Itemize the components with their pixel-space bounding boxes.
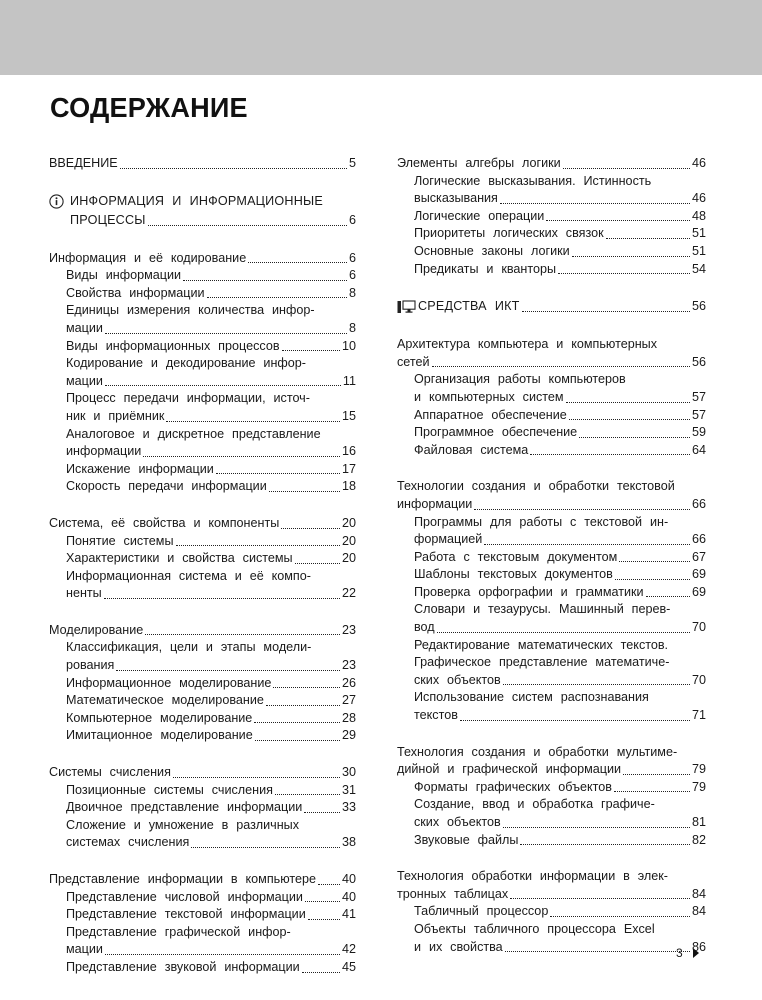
toc-entry-title: Представление текстовой информации: [66, 907, 306, 922]
toc-entry-title: Математическое моделирование: [66, 693, 264, 708]
toc-page-number: 27: [341, 693, 356, 708]
dot-leader: [282, 350, 340, 351]
toc-entry-title: Аналоговое и дискретное представление: [66, 426, 321, 441]
dot-leader: [105, 333, 347, 334]
dot-leader: [308, 919, 340, 920]
toc-entry-continued: [397, 921, 706, 939]
toc-page-number: 57: [691, 389, 706, 404]
toc-page-number: 23: [341, 622, 356, 637]
dot-leader: [105, 954, 340, 955]
dot-leader: [281, 528, 340, 529]
toc-entry[interactable]: [49, 338, 356, 356]
toc-section: [49, 250, 356, 496]
dot-leader: [505, 951, 690, 952]
toc-page-number: 70: [691, 672, 706, 687]
toc-entry-title: Понятие системы: [66, 533, 174, 548]
toc-entry[interactable]: [49, 515, 356, 533]
toc-page-number: 84: [691, 904, 706, 919]
toc-page-number: 64: [691, 442, 706, 457]
toc-entry-title: и их свойства: [414, 939, 503, 954]
dot-leader: [558, 273, 690, 274]
toc-entry-title: Позиционные системы счисления: [66, 782, 273, 797]
next-page-arrow-icon[interactable]: [693, 948, 699, 958]
dot-leader: [474, 509, 690, 510]
dot-leader: [176, 545, 340, 546]
toc-entry-continued: [397, 654, 706, 672]
toc-part-heading: [397, 297, 706, 316]
toc-entry-title: Использование систем распознавания: [414, 690, 649, 705]
dot-leader: [116, 670, 340, 671]
toc-entry[interactable]: [49, 155, 356, 173]
toc-page-number: 46: [691, 156, 706, 170]
toc-entry[interactable]: [49, 585, 356, 603]
toc-entry[interactable]: [49, 550, 356, 568]
dot-leader: [183, 280, 347, 281]
toc-entry[interactable]: [397, 566, 706, 584]
toc-section: [397, 868, 706, 956]
toc-page-number: 71: [691, 708, 706, 723]
toc-page-number: 70: [691, 620, 706, 635]
toc-entry-title: Создание, ввод и обработка графиче-: [414, 797, 655, 812]
toc-page-number: 20: [341, 533, 356, 548]
toc-entry-title: СРЕДСТВА ИКТ: [418, 299, 520, 314]
dot-leader: [484, 544, 690, 545]
page-title: СОДЕРЖАНИЕ: [50, 92, 248, 123]
toc-part-heading: [49, 192, 356, 230]
toc-page-number: 48: [691, 208, 706, 223]
toc-section: [397, 478, 706, 724]
toc-entry-continued: [49, 355, 356, 373]
dot-leader: [216, 473, 340, 474]
toc-entry-title: информации: [397, 496, 473, 511]
toc-entry-continued: [397, 637, 706, 655]
toc-page-number: 42: [341, 942, 356, 957]
dot-leader: [572, 256, 690, 257]
toc-entry[interactable]: [49, 889, 356, 907]
toc-entry-title: Скорость передачи информации: [66, 479, 267, 494]
toc-entry-title: Представление графической инфор-: [66, 924, 291, 939]
toc-section: [397, 155, 706, 278]
toc-entry-title: формацией: [414, 532, 483, 547]
dot-leader: [266, 705, 340, 706]
toc-entry[interactable]: [397, 354, 706, 372]
toc-entry-title: Элементы алгебры логики: [397, 156, 561, 170]
toc-entry[interactable]: [397, 208, 706, 226]
toc-page-number: 66: [691, 532, 706, 547]
toc-entry[interactable]: [397, 886, 706, 904]
toc-entry-title: Аппаратное обеспечение: [414, 407, 567, 422]
toc-entry-title: текстов: [414, 708, 458, 723]
toc-entry[interactable]: [49, 727, 356, 745]
toc-entry[interactable]: [397, 903, 706, 921]
dot-leader: [550, 916, 690, 917]
dot-leader: [255, 740, 340, 741]
toc-entry[interactable]: [49, 373, 356, 391]
dot-leader: [304, 812, 340, 813]
toc-page-number: 33: [341, 800, 356, 815]
toc-page-number: 56: [691, 354, 706, 369]
toc-entry-continued: [397, 514, 706, 532]
toc-page-number: 51: [691, 226, 706, 241]
dot-leader: [248, 262, 347, 263]
toc-page-number: 11: [342, 373, 356, 388]
toc-entry-title: Организация работы компьютеров: [414, 372, 626, 387]
toc-entry-title: Технология создания и обработки мультиме-: [397, 744, 678, 759]
toc-entry[interactable]: [397, 225, 706, 243]
toc-entry[interactable]: [49, 267, 356, 285]
toc-entry[interactable]: [397, 261, 706, 279]
toc-entry[interactable]: [49, 959, 356, 977]
toc-entry-title: Представление числовой информации: [66, 889, 303, 904]
toc-entry-title: Программное обеспечение: [414, 425, 578, 440]
toc-entry[interactable]: [397, 496, 706, 514]
toc-entry[interactable]: [397, 814, 706, 832]
dot-leader: [318, 884, 340, 885]
dot-leader: [522, 311, 690, 312]
toc-entry[interactable]: [397, 939, 706, 957]
toc-entry-continued: [397, 371, 706, 389]
toc-entry-title: Работа с текстовым документом: [414, 549, 618, 564]
dot-leader: [120, 168, 347, 169]
toc-entry[interactable]: [397, 707, 706, 725]
dot-leader: [623, 774, 690, 775]
dot-leader: [579, 437, 690, 438]
toc-page-number: 6: [348, 268, 356, 283]
toc-entry[interactable]: [70, 211, 356, 230]
dot-leader: [295, 563, 340, 564]
dot-leader: [104, 598, 340, 599]
toc-entry-title: сетей: [397, 354, 430, 369]
toc-entry-title: Представление звуковой информации: [66, 959, 300, 974]
toc-section: [49, 515, 356, 603]
toc-page-number: 51: [691, 243, 706, 258]
toc-entry-title: Характеристики и свойства системы: [66, 551, 293, 566]
toc-entry[interactable]: [397, 584, 706, 602]
toc-entry-title: Искажение информации: [66, 461, 214, 476]
toc-entry[interactable]: [49, 320, 356, 338]
toc-entry[interactable]: [49, 622, 356, 640]
toc-entry-title: мации: [66, 320, 103, 335]
toc-entry-title: Виды информации: [66, 268, 182, 283]
toc-entry[interactable]: [397, 761, 706, 779]
toc-entry[interactable]: [49, 799, 356, 817]
toc-page-number: 66: [691, 496, 706, 511]
dot-leader: [569, 419, 690, 420]
toc-entry-title: Приоритеты логических связок: [414, 226, 604, 241]
toc-entry-title: Программы для работы с текстовой ин-: [414, 514, 669, 529]
page-number: 3: [676, 946, 683, 960]
toc-page-number: 22: [341, 586, 356, 601]
dot-leader: [646, 596, 690, 597]
toc-entry[interactable]: [49, 692, 356, 710]
toc-entry[interactable]: [397, 190, 706, 208]
toc-entry-title: ПРОЦЕССЫ: [70, 212, 146, 227]
toc-entry-title: Имитационное моделирование: [66, 728, 253, 743]
toc-entry-title: Технология обработки информации в элек-: [397, 869, 668, 884]
toc-section: [49, 871, 356, 977]
toc-page-number: 82: [691, 832, 706, 847]
toc-entry[interactable]: [397, 832, 706, 850]
toc-entry[interactable]: [49, 906, 356, 924]
dot-leader: [510, 898, 690, 899]
toc-entry-title: Информационная система и её компо-: [66, 568, 311, 583]
toc-entry-continued: [49, 426, 356, 444]
toc-right-column: [397, 155, 706, 975]
toc-entry[interactable]: [49, 533, 356, 551]
toc-entry-title: Форматы графических объектов: [414, 779, 612, 794]
info-icon: [49, 192, 70, 211]
toc-entry[interactable]: [49, 764, 356, 782]
toc-entry[interactable]: [397, 243, 706, 261]
dot-leader: [269, 491, 340, 492]
toc-section: [49, 622, 356, 745]
toc-entry[interactable]: [49, 782, 356, 800]
dot-leader: [173, 777, 340, 778]
toc-entry-title: Кодирование и декодирование инфор-: [66, 356, 306, 371]
toc-entry[interactable]: [397, 442, 706, 460]
toc-page-number: 46: [691, 191, 706, 206]
toc-entry-title: Система, её свойства и компоненты: [49, 515, 280, 530]
toc-entry[interactable]: [49, 250, 356, 268]
toc-page-number: 6: [348, 212, 356, 227]
toc-page-number: 69: [691, 567, 706, 582]
toc-page-number: 23: [341, 658, 356, 673]
toc-entry[interactable]: [397, 779, 706, 797]
dot-leader: [432, 366, 690, 367]
toc-entry-title: Табличный процессор: [414, 904, 549, 919]
toc-entry-title: Единицы измерения количества инфор-: [66, 303, 315, 318]
dot-leader: [530, 454, 690, 455]
toc-entry-title: Моделирование: [49, 622, 144, 637]
toc-entry-continued: [397, 689, 706, 707]
toc-entry-title: ник и приёмник: [66, 408, 165, 423]
toc-page-number: 56: [691, 299, 706, 314]
toc-entry-title: высказывания: [414, 191, 498, 206]
header-band: [0, 0, 762, 75]
toc-page-number: 15: [341, 408, 356, 423]
toc-entry-title: Представление информации в компьютере: [49, 872, 317, 886]
toc-entry-title: Архитектура компьютера и компьютерных: [397, 337, 658, 352]
toc-entry-title: Словари и тезаурусы. Машинный перев-: [414, 602, 671, 617]
toc-left-column: [49, 155, 356, 996]
toc-page-number: 81: [691, 815, 706, 829]
toc-entry-title: Свойства информации: [66, 285, 205, 300]
toc-entry-title: Виды информационных процессов: [66, 338, 280, 353]
toc-page-number: 6: [348, 250, 356, 265]
toc-page-number: 8: [348, 285, 356, 300]
toc-entry-title: Файловая система: [414, 442, 529, 457]
toc-entry[interactable]: [397, 155, 706, 173]
dot-leader: [503, 827, 690, 828]
toc-page-number: 40: [341, 889, 356, 904]
toc-entry-continued: [49, 568, 356, 586]
toc-section: [397, 336, 706, 459]
toc-page-number: 57: [691, 407, 706, 422]
toc-page-number: 17: [341, 461, 356, 476]
toc-entry-continued: [49, 390, 356, 408]
toc-section: [397, 744, 706, 850]
toc-entry-title: Шаблоны текстовых документов: [414, 567, 613, 582]
toc-entry-continued: [397, 868, 706, 886]
toc-entry-title: ских объектов: [414, 672, 501, 687]
toc-entry-title: тронных таблицах: [397, 886, 509, 901]
toc-page-number: 20: [341, 551, 356, 566]
dot-leader: [302, 972, 340, 973]
dot-leader: [500, 203, 690, 204]
toc-entry[interactable]: [397, 407, 706, 425]
toc-entry-title: Сложение и умножение в различных: [66, 817, 300, 832]
toc-entry-continued: [397, 336, 706, 354]
toc-page-number: 86: [691, 939, 706, 954]
dot-leader: [191, 847, 340, 848]
toc-page-number: 69: [691, 584, 706, 599]
dot-leader: [520, 844, 690, 845]
toc-entry-title: Компьютерное моделирование: [66, 710, 253, 725]
toc-page-number: 59: [691, 425, 706, 440]
toc-entry[interactable]: [397, 672, 706, 690]
dot-leader: [503, 684, 690, 685]
toc-page-number: 20: [341, 515, 356, 530]
toc-page-number: 18: [341, 479, 356, 494]
toc-entry-title: Системы счисления: [49, 765, 171, 780]
dot-leader: [563, 168, 690, 169]
toc-entry[interactable]: [49, 408, 356, 426]
toc-entry-continued: [397, 796, 706, 814]
toc-entry-title: Процесс передачи информации, источ-: [66, 391, 310, 406]
dot-leader: [148, 225, 347, 226]
toc-entry-title: Двоичное представление информации: [66, 800, 303, 815]
dot-leader: [254, 722, 340, 723]
toc-entry-continued: [397, 744, 706, 762]
toc-entry-continued: [397, 601, 706, 619]
toc-entry-title: Редактирование математических текстов.: [414, 637, 669, 652]
toc-entry-title: Объекты табличного процессора Excel: [414, 921, 655, 936]
toc-page-number: 54: [691, 261, 706, 276]
dot-leader: [460, 720, 690, 721]
toc-entry[interactable]: [49, 834, 356, 852]
toc-page-number: 16: [341, 444, 356, 459]
dot-leader: [273, 687, 340, 688]
toc-page-number: 8: [348, 320, 356, 335]
toc-entry-title: ских объектов: [414, 815, 501, 829]
toc-page-number: 79: [691, 779, 706, 794]
toc-entry[interactable]: [418, 297, 706, 316]
toc-entry-title: ВВЕДЕНИЕ: [49, 156, 118, 170]
toc-page-number: 26: [341, 675, 356, 690]
toc-page-number: 79: [691, 762, 706, 777]
toc-entry[interactable]: [49, 461, 356, 479]
toc-entry-continued: [49, 302, 356, 320]
toc-section: [49, 155, 356, 173]
toc-entry-continued: [70, 192, 356, 211]
toc-entry[interactable]: [49, 443, 356, 461]
toc-entry-title: Информационное моделирование: [66, 675, 272, 690]
toc-page-number: 41: [341, 907, 356, 922]
toc-entry[interactable]: [397, 549, 706, 567]
toc-entry-title: Графическое представление математиче-: [414, 655, 670, 670]
toc-entry-title: Информация и её кодирование: [49, 250, 247, 265]
dot-leader: [275, 794, 340, 795]
toc-page-number: 29: [341, 728, 356, 743]
toc-entry-title: мации: [66, 942, 103, 957]
toc-entry-title: Логические операции: [414, 208, 545, 223]
toc-entry-title: Технологии создания и обработки текстовой: [397, 479, 675, 494]
toc-entry[interactable]: [49, 478, 356, 496]
toc-page-number: 67: [691, 549, 706, 564]
toc-entry-continued: [49, 639, 356, 657]
toc-entry[interactable]: [397, 389, 706, 407]
toc-entry[interactable]: [397, 424, 706, 442]
toc-entry-title: ИНФОРМАЦИЯ И ИНФОРМАЦИОННЫЕ: [70, 193, 323, 208]
toc-entry-title: Основные законы логики: [414, 243, 570, 258]
toc-page-number: 30: [341, 765, 356, 780]
toc-entry[interactable]: [397, 531, 706, 549]
dot-leader: [143, 456, 340, 457]
dot-leader: [619, 561, 690, 562]
toc-entry-title: системах счисления: [66, 835, 190, 850]
page-footer: [676, 946, 699, 960]
computer-icon: [397, 297, 418, 316]
toc-page-number: 31: [341, 782, 356, 797]
toc-entry[interactable]: [49, 871, 356, 889]
toc-entry-continued: [397, 173, 706, 191]
toc-entry-title: Проверка орфографии и грамматики: [414, 584, 644, 599]
dot-leader: [105, 385, 341, 386]
toc-page-number: 10: [341, 338, 356, 353]
toc-entry-continued: [397, 478, 706, 496]
toc-entry-title: Звуковые файлы: [414, 832, 519, 847]
dot-leader: [437, 632, 690, 633]
toc-page-number: 38: [341, 835, 356, 850]
toc-entry[interactable]: [49, 675, 356, 693]
dot-leader: [145, 634, 340, 635]
toc-entry-title: рования: [66, 658, 115, 673]
dot-leader: [614, 791, 690, 792]
toc-entry-title: дийной и графической информации: [397, 762, 622, 777]
toc-entry-title: Логические высказывания. Истинность: [414, 173, 652, 188]
dot-leader: [615, 579, 690, 580]
toc-entry-title: Предикаты и кванторы: [414, 261, 557, 276]
dot-leader: [305, 901, 340, 902]
toc-page-number: 28: [341, 710, 356, 725]
toc-entry[interactable]: [49, 710, 356, 728]
toc-entry-continued: [49, 817, 356, 835]
toc-entry-title: Классификация, цели и этапы модели-: [66, 640, 312, 655]
toc-page-number: 5: [348, 156, 356, 170]
toc-entry-title: мации: [66, 373, 103, 388]
dot-leader: [166, 421, 340, 422]
dot-leader: [207, 297, 347, 298]
toc-page-number: 40: [341, 872, 356, 886]
dot-leader: [566, 402, 690, 403]
toc-entry[interactable]: [49, 657, 356, 675]
toc-entry[interactable]: [49, 941, 356, 959]
toc-entry-title: вод: [414, 620, 435, 635]
toc-entry-title: информации: [66, 444, 142, 459]
toc-page-number: 84: [691, 886, 706, 901]
toc-page-number: 45: [341, 959, 356, 974]
dot-leader: [546, 220, 690, 221]
toc-section: [49, 764, 356, 852]
toc-entry-continued: [49, 924, 356, 942]
toc-entry[interactable]: [397, 619, 706, 637]
toc-entry-title: ненты: [66, 586, 102, 601]
dot-leader: [606, 238, 690, 239]
toc-entry[interactable]: [49, 285, 356, 303]
toc-entry-title: и компьютерных систем: [414, 389, 564, 404]
